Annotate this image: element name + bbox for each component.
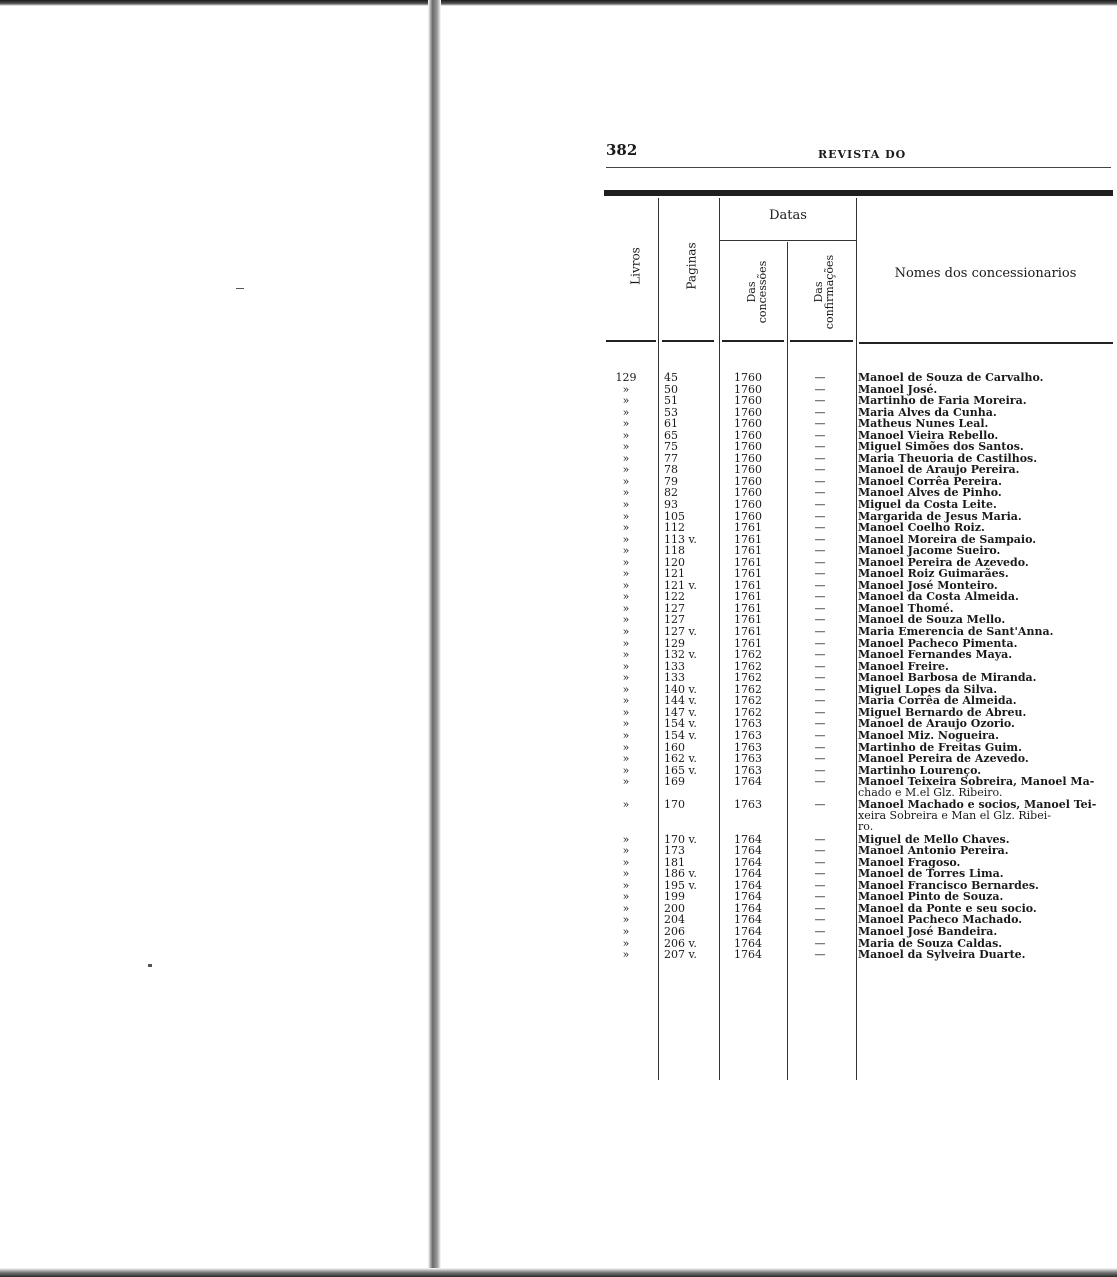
cell-confirmacao: — [814, 463, 826, 477]
cell-livro: » [622, 440, 630, 454]
cell-livro: » [622, 798, 630, 812]
cell-livro: » [622, 532, 630, 546]
cell-concessao: 1763 [734, 798, 762, 812]
cell-nome: Manoel Jacome Sueiro. [858, 544, 1001, 558]
cell-nome: Manoel de Souza Mello. [858, 613, 1006, 627]
cell-confirmacao: — [814, 417, 826, 431]
cell-nome: Matheus Nunes Leal. [858, 417, 989, 431]
cell-concessao: 1761 [734, 601, 762, 615]
cell-livro: » [622, 405, 630, 419]
cell-nome: Manoel José. [858, 382, 938, 396]
header-rule [606, 167, 1111, 168]
cell-livro: » [622, 694, 630, 708]
table-body [606, 372, 1117, 961]
cell-concessao: 1764 [734, 948, 762, 962]
cell-nome: Manoel de Araujo Ozorio. [858, 717, 1015, 731]
table-row [606, 730, 1117, 742]
cell-nome: Maria de Souza Caldas. [858, 936, 1003, 950]
cell-pagina: 204 [664, 913, 685, 927]
cell-confirmacao: — [814, 717, 826, 731]
cell-nome: Manoel da Ponte e seu socio. [858, 901, 1037, 915]
cell-pagina: 79 [664, 474, 678, 488]
cell-nome: Manoel José Bandeira. [858, 925, 998, 939]
table-row [606, 626, 1117, 638]
cell-pagina: 162 v. [664, 752, 697, 766]
cell-nome: Manoel Pinto de Souza. [858, 890, 1004, 904]
cell-confirmacao: — [814, 890, 826, 904]
cell-concessao: 1761 [734, 567, 762, 581]
cell-nome: Manoel Alves de Pinho. [858, 486, 1002, 500]
cell-livro: » [622, 428, 630, 442]
cell-confirmacao: — [814, 659, 826, 673]
cell-confirmacao: — [814, 567, 826, 581]
cell-nome: Manoel de Torres Lima. [858, 867, 1004, 881]
cell-nome: Miguel Bernardo de Abreu. [858, 705, 1027, 719]
cell-concessao: 1761 [734, 590, 762, 604]
cell-livro: » [622, 705, 630, 719]
cell-livro: » [622, 567, 630, 581]
cell-pagina: 195 v. [664, 878, 697, 892]
cell-nome-line: Manoel Machado e socios, Manoel Tei- [858, 798, 1097, 812]
cell-livro: » [622, 763, 630, 777]
cell-concessao: 1760 [734, 451, 762, 465]
header-das-confirmacoes: Das confirmações [812, 254, 836, 330]
cell-concessao: 1760 [734, 382, 762, 396]
cell-nome: Manoel Fernandes Maya. [858, 648, 1013, 662]
cell-livro: » [622, 463, 630, 477]
table-row [606, 499, 1117, 511]
cell-pagina: 122 [664, 590, 685, 604]
table-row [606, 926, 1117, 938]
cell-concessao: 1760 [734, 486, 762, 500]
cell-livro: » [622, 417, 630, 431]
cell-nome: Manoel Roiz Guimarães. [858, 567, 1009, 581]
scan-speck [148, 964, 152, 967]
cell-confirmacao: — [814, 925, 826, 939]
cell-nome: Manoel Vieira Rebello. [858, 428, 999, 442]
cell-confirmacao: — [814, 936, 826, 950]
cell-nome: Manoel Corrêa Pereira. [858, 474, 1002, 488]
table-row [606, 799, 1117, 834]
cell-confirmacao: — [814, 521, 826, 535]
cell-concessao: 1760 [734, 371, 762, 384]
cell-confirmacao: — [814, 613, 826, 627]
cell-pagina: 160 [664, 740, 685, 754]
cell-pagina: 50 [664, 382, 678, 396]
cell-confirmacao: — [814, 601, 826, 615]
cell-livro: » [622, 682, 630, 696]
cell-nome: Manoel Thomé. [858, 601, 954, 615]
cell-pagina: 121 [664, 567, 685, 581]
cell-nome: Manoel de Souza de Carvalho. [858, 371, 1044, 384]
cell-confirmacao: — [814, 578, 826, 592]
cell-livro: » [622, 451, 630, 465]
cell-pagina: 120 [664, 555, 685, 569]
cell-concessao: 1764 [734, 901, 762, 915]
table-row [606, 949, 1117, 961]
cell-pagina: 45 [664, 371, 678, 384]
cell-concessao: 1764 [734, 855, 762, 869]
cell-confirmacao: — [814, 486, 826, 500]
table-row [606, 753, 1117, 765]
cell-confirmacao: — [814, 394, 826, 408]
cell-livro: » [622, 486, 630, 500]
cell-concessao: 1763 [734, 752, 762, 766]
cell-livro: » [622, 394, 630, 408]
cell-concessao: 1761 [734, 578, 762, 592]
cell-nome: Manoel Coelho Roiz. [858, 521, 985, 535]
cell-concessao: 1763 [734, 717, 762, 731]
cell-livro: » [622, 728, 630, 742]
cell-concessao: 1760 [734, 417, 762, 431]
cell-pagina: 93 [664, 498, 678, 512]
cell-pagina: 113 v. [664, 532, 697, 546]
cell-concessao: 1760 [734, 474, 762, 488]
cell-concessao: 1763 [734, 728, 762, 742]
cell-confirmacao: — [814, 648, 826, 662]
cell-pagina: 199 [664, 890, 685, 904]
scan-top-edge [0, 0, 1117, 6]
header-datas-rule [720, 240, 856, 241]
cell-livro: 129 [615, 371, 637, 384]
cell-confirmacao: — [814, 440, 826, 454]
cell-confirmacao: — [814, 913, 826, 927]
cell-concessao: 1761 [734, 613, 762, 627]
cell-confirmacao: — [814, 878, 826, 892]
cell-livro: » [622, 717, 630, 731]
cell-pagina: 53 [664, 405, 678, 419]
cell-pagina: 133 [664, 671, 685, 685]
cell-nome: Margarida de Jesus Maria. [858, 509, 1022, 523]
cell-confirmacao: — [814, 382, 826, 396]
cell-concessao: 1761 [734, 544, 762, 558]
cell-nome: Maria Alves da Cunha. [858, 405, 997, 419]
cell-nome: Martinho de Freitas Guim. [858, 740, 1022, 754]
cell-concessao: 1764 [734, 878, 762, 892]
cell-nome: Manoel Barbosa de Miranda. [858, 671, 1037, 685]
cell-pagina: 154 v. [664, 728, 697, 742]
cell-concessao: 1760 [734, 463, 762, 477]
header-bottom-rule [662, 340, 714, 342]
table-row [606, 395, 1117, 407]
cell-nome: Martinho Lourenço. [858, 763, 982, 777]
cell-pagina: 77 [664, 451, 678, 465]
cell-nome: Maria Emerencia de Sant'Anna. [858, 625, 1054, 639]
cell-confirmacao: — [814, 532, 826, 546]
book-gutter [428, 0, 441, 1277]
cell-concessao: 1764 [734, 936, 762, 950]
cell-nome: Maria Corrêa de Almeida. [858, 694, 1017, 708]
cell-confirmacao: — [814, 371, 826, 384]
cell-livro: » [622, 740, 630, 754]
cell-livro: » [622, 648, 630, 662]
cell-pagina: 51 [664, 394, 678, 408]
cell-confirmacao: — [814, 705, 826, 719]
cell-concessao: 1761 [734, 521, 762, 535]
cell-confirmacao: — [814, 498, 826, 512]
cell-concessao: 1764 [734, 890, 762, 904]
cell-pagina: 129 [664, 636, 685, 650]
cell-confirmacao: — [814, 636, 826, 650]
cell-confirmacao: — [814, 740, 826, 754]
header-bottom-rule [790, 340, 853, 342]
header-livros: Livros [628, 247, 643, 285]
cell-livro: » [622, 913, 630, 927]
cell-livro: » [622, 855, 630, 869]
cell-concessao: 1761 [734, 636, 762, 650]
cell-pagina: 170 [664, 798, 685, 812]
cell-pagina: 65 [664, 428, 678, 442]
header-bottom-rule [606, 340, 656, 342]
cell-pagina: 118 [664, 544, 685, 558]
cell-confirmacao: — [814, 694, 826, 708]
cell-livro: » [622, 832, 630, 846]
cell-livro: » [622, 590, 630, 604]
cell-confirmacao: — [814, 509, 826, 523]
cell-concessao: 1762 [734, 648, 762, 662]
cell-confirmacao: — [814, 763, 826, 777]
cell-confirmacao: — [814, 948, 826, 962]
cell-pagina: 75 [664, 440, 678, 454]
cell-nome: Manoel da Costa Almeida. [858, 590, 1019, 604]
cell-livro: » [622, 498, 630, 512]
cell-nome: Manoel Antonio Pereira. [858, 844, 1009, 858]
table-row [606, 418, 1117, 430]
cell-concessao: 1760 [734, 394, 762, 408]
cell-livro: » [622, 578, 630, 592]
cell-concessao: 1762 [734, 659, 762, 673]
cell-livro: » [622, 659, 630, 673]
cell-pagina: 170 v. [664, 832, 697, 846]
cell-livro: » [622, 474, 630, 488]
cell-concessao: 1760 [734, 498, 762, 512]
header-datas: Datas [769, 208, 807, 223]
cell-concessao: 1763 [734, 740, 762, 754]
cell-concessao: 1762 [734, 682, 762, 696]
cell-livro: » [622, 948, 630, 962]
scan-speck [236, 288, 244, 289]
cell-livro: » [622, 521, 630, 535]
cell-livro: » [622, 752, 630, 766]
cell-confirmacao: — [814, 832, 826, 846]
cell-livro: » [622, 601, 630, 615]
cell-livro: » [622, 625, 630, 639]
cell-concessao: 1764 [734, 775, 762, 789]
cell-nome: Manoel Francisco Bernardes. [858, 878, 1039, 892]
table-row [606, 522, 1117, 534]
cell-confirmacao: — [814, 798, 826, 812]
cell-nome: Manoel de Araujo Pereira. [858, 463, 1020, 477]
cell-livro: » [622, 878, 630, 892]
scan-bottom-edge [0, 1268, 1117, 1277]
cell-nome-line: Manoel Teixeira Sobreira, Manoel Ma- [858, 775, 1095, 789]
cell-confirmacao: — [814, 671, 826, 685]
cell-concessao: 1762 [734, 694, 762, 708]
cell-pagina: 147 v. [664, 705, 697, 719]
cell-pagina: 173 [664, 844, 685, 858]
cell-concessao: 1764 [734, 867, 762, 881]
header-bottom-rule [859, 342, 1113, 344]
cell-livro: » [622, 867, 630, 881]
cell-livro: » [622, 901, 630, 915]
cell-livro: » [622, 544, 630, 558]
cell-pagina: 127 [664, 613, 685, 627]
cell-concessao: 1761 [734, 625, 762, 639]
table-top-rule [604, 190, 1113, 196]
cell-nome [858, 776, 1116, 798]
cell-livro: » [622, 925, 630, 939]
cell-pagina: 78 [664, 463, 678, 477]
cell-confirmacao: — [814, 590, 826, 604]
cell-livro: » [622, 636, 630, 650]
cell-confirmacao: — [814, 405, 826, 419]
cell-concessao: 1764 [734, 913, 762, 927]
cell-nome [858, 799, 1116, 832]
cell-pagina: 61 [664, 417, 678, 431]
cell-nome: Miguel Lopes da Silva. [858, 682, 998, 696]
cell-confirmacao: — [814, 625, 826, 639]
cell-nome: Manoel Pacheco Machado. [858, 913, 1023, 927]
cell-pagina: 105 [664, 509, 685, 523]
cell-confirmacao: — [814, 728, 826, 742]
cell-concessao: 1763 [734, 763, 762, 777]
cell-concessao: 1760 [734, 509, 762, 523]
cell-livro: » [622, 844, 630, 858]
header-das-concessoes: Das concessões [745, 260, 769, 324]
cell-livro: » [622, 890, 630, 904]
cell-concessao: 1764 [734, 925, 762, 939]
cell-nome: Miguel da Costa Leite. [858, 498, 997, 512]
cell-livro: » [622, 936, 630, 950]
cell-nome: Manoel Pacheco Pimenta. [858, 636, 1018, 650]
cell-pagina: 181 [664, 855, 685, 869]
page-number: 382 [606, 141, 638, 159]
cell-pagina: 169 [664, 775, 685, 789]
cell-confirmacao: — [814, 544, 826, 558]
cell-nome-line: ro. [858, 820, 874, 834]
cell-livro: » [622, 613, 630, 627]
cell-pagina: 121 v. [664, 578, 697, 592]
cell-confirmacao: — [814, 855, 826, 869]
cell-pagina: 207 v. [664, 948, 697, 962]
cell-pagina: 154 v. [664, 717, 697, 731]
cell-nome: Manoel Freire. [858, 659, 949, 673]
table-row [606, 649, 1117, 661]
header-paginas: Paginas [684, 242, 699, 290]
cell-concessao: 1760 [734, 440, 762, 454]
cell-pagina: 200 [664, 901, 685, 915]
header-nomes: Nomes dos concessionarios [894, 266, 1077, 281]
cell-pagina: 206 v. [664, 936, 697, 950]
cell-nome: Miguel de Mello Chaves. [858, 832, 1010, 846]
cell-confirmacao: — [814, 867, 826, 881]
cell-confirmacao: — [814, 901, 826, 915]
cell-concessao: 1764 [734, 832, 762, 846]
cell-nome: Manoel Pereira de Azevedo. [858, 752, 1029, 766]
header-bottom-rule [722, 340, 784, 342]
cell-confirmacao: — [814, 451, 826, 465]
cell-pagina: 206 [664, 925, 685, 939]
cell-nome: Manoel Pereira de Azevedo. [858, 555, 1029, 569]
cell-pagina: 186 v. [664, 867, 697, 881]
cell-concessao: 1762 [734, 671, 762, 685]
table-row [606, 776, 1117, 799]
cell-nome: Martinho de Faria Moreira. [858, 394, 1027, 408]
cell-livro: » [622, 555, 630, 569]
cell-concessao: 1760 [734, 405, 762, 419]
cell-concessao: 1761 [734, 532, 762, 546]
cell-concessao: 1761 [734, 555, 762, 569]
cell-concessao: 1762 [734, 705, 762, 719]
cell-nome: Manoel Miz. Nogueira. [858, 728, 999, 742]
cell-concessao: 1760 [734, 428, 762, 442]
cell-pagina: 127 v. [664, 625, 697, 639]
cell-nome-line: xeira Sobreira e Man el Glz. Ribei- [858, 809, 1051, 823]
cell-pagina: 82 [664, 486, 678, 500]
cell-pagina: 132 v. [664, 648, 697, 662]
cell-pagina: 144 v. [664, 694, 697, 708]
cell-nome-line: chado e M.el Glz. Ribeiro. [858, 786, 1003, 800]
cell-pagina: 127 [664, 601, 685, 615]
cell-confirmacao: — [814, 775, 826, 789]
cell-nome: Maria Theuoria de Castilhos. [858, 451, 1038, 465]
cell-livro: » [622, 382, 630, 396]
cell-concessao: 1764 [734, 844, 762, 858]
cell-nome: Manoel da Sylveira Duarte. [858, 948, 1026, 962]
cell-pagina: 165 v. [664, 763, 697, 777]
cell-nome: Manoel José Monteiro. [858, 578, 998, 592]
cell-confirmacao: — [814, 428, 826, 442]
cell-confirmacao: — [814, 682, 826, 696]
table-row [606, 372, 1117, 384]
running-head: REVISTA DO [818, 148, 907, 161]
cell-confirmacao: — [814, 844, 826, 858]
cell-nome: Miguel Simões dos Santos. [858, 440, 1024, 454]
cell-livro: » [622, 509, 630, 523]
cell-livro: » [622, 775, 630, 789]
cell-pagina: 112 [664, 521, 685, 535]
table-row [606, 845, 1117, 857]
cell-nome: Manoel Fragoso. [858, 855, 961, 869]
cell-confirmacao: — [814, 555, 826, 569]
cell-nome: Manoel Moreira de Sampaio. [858, 532, 1037, 546]
cell-livro: » [622, 671, 630, 685]
cell-pagina: 133 [664, 659, 685, 673]
cell-confirmacao: — [814, 752, 826, 766]
cell-confirmacao: — [814, 474, 826, 488]
cell-pagina: 140 v. [664, 682, 697, 696]
